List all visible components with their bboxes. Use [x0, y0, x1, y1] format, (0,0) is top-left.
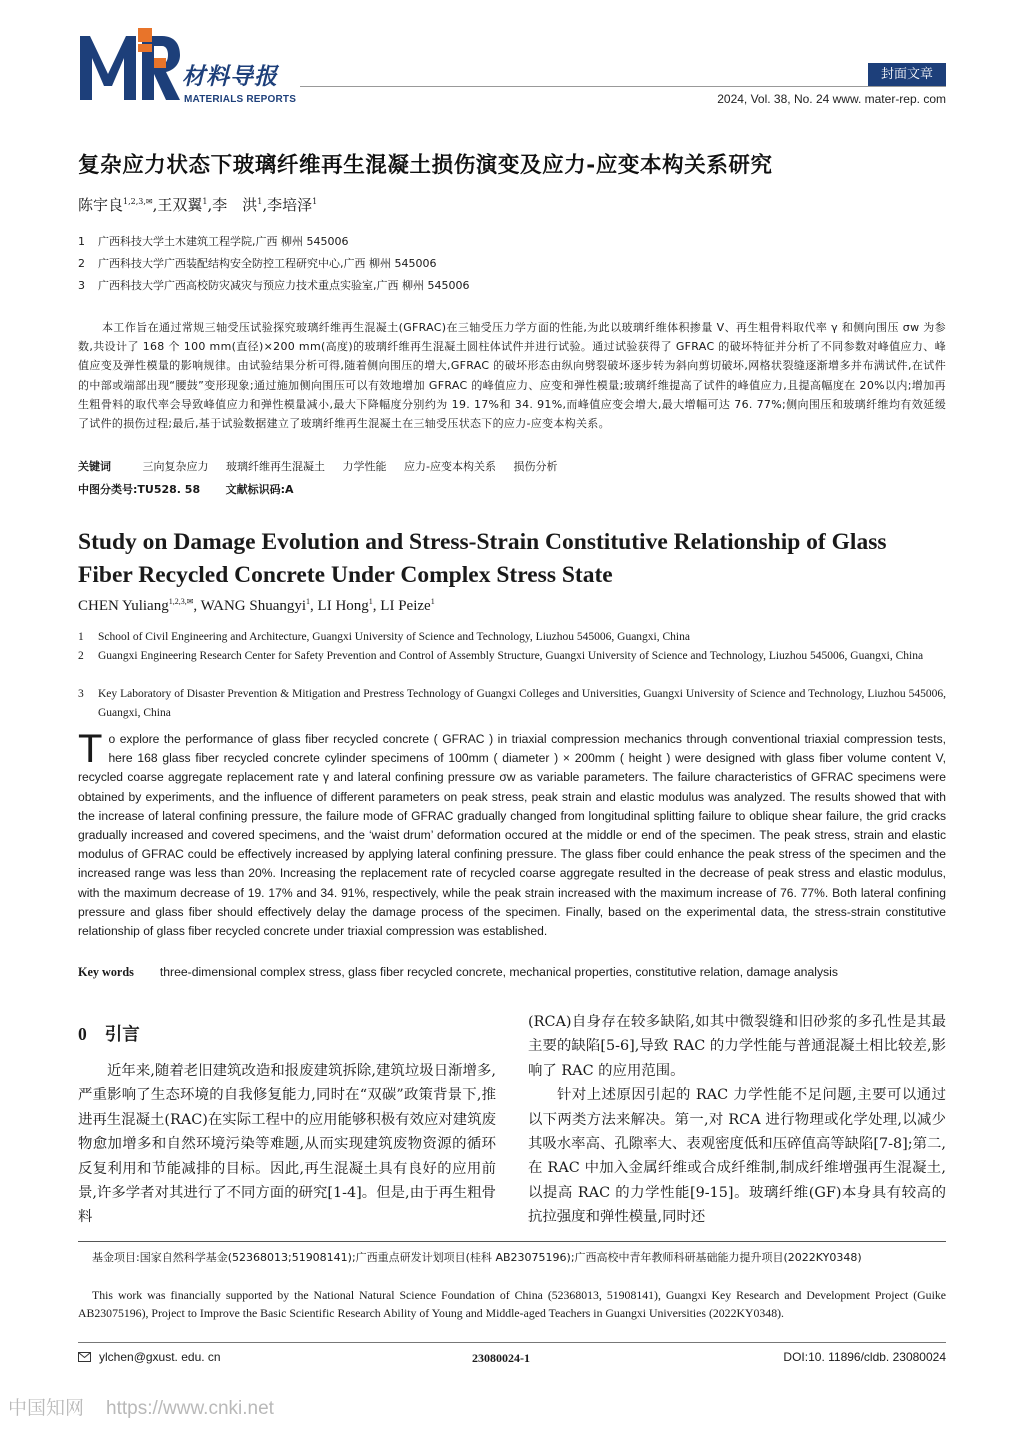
keywords-label: Key words: [78, 965, 134, 979]
author-sup: 1: [312, 197, 318, 206]
author-name: ,李 洪: [207, 196, 258, 214]
abstract-cn: 本工作旨在通过常规三轴受压试验探究玻璃纤维再生混凝土(GFRAC)在三轴受压力学方面的性能,为此以玻璃纤维体积掺量 V、再生粗骨料取代率 γ 和侧向围压 σw 为参数,共设计了 168 个 100 mm(直径)×200 mm(高度)的玻璃纤维再生混凝土圆柱体试件并进行试验。通过试验获得了 GFRAC 的破坏特征并分析了不同参数对峰值应力、峰值应变及弹性模量的影响规律。由试验结果分析可得,随着侧向围压的增大,GFRAC 的破坏形态由纵向劈裂破坏逐步转为斜向剪切破坏,网格状裂缝逐渐增多并布满试件,在试件的中部或端部出现“腰鼓”变形现象;通过施加侧向围压可以有效地增加 GFRAC 的峰值应力、应变和弹性模量;玻璃纤维提高了试件的峰值应力,且提高幅度在 20%以内;增加再生粗骨料的取代率会导致峰值应力和弹性模量减小,最大下降幅度分别约为 19. 17%和 34. 91%,而峰值应变会增大,最大增幅可达 76. 77%;侧向围压和玻璃纤维均有效延缓了试件的损伤过程;最后,基于试验数据建立了玻璃纤维再生混凝土在三轴受压状态下的应力-应变本构关系。: [78, 321, 946, 431]
authors-cn: [78, 194, 317, 215]
keyword: 三向复杂应力: [142, 460, 209, 473]
corresponding-email[interactable]: [78, 1350, 221, 1364]
affiliation-num: 3: [78, 688, 84, 700]
keywords-en: [78, 965, 838, 980]
keyword: 应力-应变本构关系: [404, 460, 496, 473]
envelope-icon: [78, 1352, 91, 1362]
affiliation-text: Guangxi Engineering Research Center for Safety Prevention and Control of Assembly Structure, Guangxi University of Science and Technology, Liuzhou 545006, Guangxi, China: [98, 650, 924, 662]
author-name: 陈宇良: [78, 196, 124, 214]
section-title: 引言: [104, 1025, 140, 1045]
keyword: 力学性能: [342, 460, 387, 473]
affiliation-text: 广西科技大学土木建筑工程学院,广西 柳州 545006: [98, 235, 349, 248]
affiliation-text: 广西科技大学广西高校防灾减灾与预应力技术重点实验室,广西 柳州 545006: [98, 279, 470, 292]
classification-line: [78, 481, 294, 497]
author-sup: 1: [306, 597, 311, 606]
issue-info: 2024, Vol. 38, No. 24 www. mater-rep. com: [717, 92, 946, 106]
affiliation-num: 1: [78, 631, 84, 643]
abstract-dropcap: T: [78, 727, 103, 771]
affiliation-cn: [78, 255, 436, 271]
document-code: 文献标识码:A: [225, 483, 294, 496]
footnote-rule: [78, 1241, 946, 1242]
author-sup: 1: [430, 597, 435, 606]
affiliation-en: [78, 628, 946, 647]
watermark-url: https://www.cnki.net: [106, 1398, 274, 1419]
affiliation-text: School of Civil Engineering and Architecture, Guangxi University of Science and Technology, Liuzhou 545006, Guangxi, China: [98, 631, 690, 643]
classification-code: 中图分类号:TU528. 58: [78, 483, 201, 496]
journal-logo: [78, 28, 308, 108]
author-name: ,王双翼: [152, 196, 203, 214]
page-number: 23080024-1: [472, 1351, 530, 1365]
journal-name-cn: 材料导报: [182, 63, 278, 90]
section-number: 0: [78, 1024, 87, 1044]
body-column-right: [528, 1010, 946, 1230]
author-sup: 1,2,3,✉: [168, 597, 194, 606]
keyword: 玻璃纤维再生混凝土: [226, 460, 325, 473]
body-paragraph: 针对上述原因引起的 RAC 力学性能不足问题,主要可以通过以下两类方法来解决。第一,对 RCA 进行物理或化学处理,以减少其吸水率高、孔隙率大、表观密度低和压碎值高等缺陷[7-8];第二,在 RAC 中加入金属纤维或合成纤维制,制成纤维增强再生混凝土,以提高 RAC 的力学性能[9-15]。玻璃纤维(GF)本身具有较高的抗拉强度和弹性模量,同时还: [528, 1087, 946, 1226]
affiliation-num: 3: [78, 279, 85, 292]
journal-name-en: MATERIALS REPORTS: [184, 94, 297, 105]
body-column-left: 近年来,随着老旧建筑改造和报废建筑拆除,建筑垃圾日渐增多,严重影响了生态环境的自我修复能力,同时在“双碳”政策背景下,推进再生混凝土(RAC)在实际工程中的应用能够积极有效应对建筑废物愈加增多和自然环境污染等难题,从而实现建筑废物资源的循环反复利用和节能减排的目标。因此,再生混凝土具有良好的应用前景,许多学者对其进行了不同方面的研究[1-4]。但是,由于再生粗骨料: [78, 1063, 496, 1226]
abstract-en: [78, 727, 946, 941]
email-address: ylchen@gxust. edu. cn: [99, 1350, 221, 1364]
body-paragraph: (RCA)自身存在较多缺陷,如其中微裂缝和旧砂浆的多孔性是其最主要的缺陷[5-6],导致 RAC 的力学性能与普通混凝土相比较差,影响了 RAC 的应用范围。: [528, 1014, 946, 1079]
keywords-label: 关键词: [78, 460, 111, 473]
keywords-cn: [78, 458, 571, 474]
author-name: , LI Peize: [372, 598, 431, 614]
affiliation-num: 2: [78, 257, 85, 270]
title-cn: 复杂应力状态下玻璃纤维再生混凝土损伤演变及应力-应变本构关系研究: [78, 153, 773, 178]
header-rule: [300, 86, 946, 87]
author-sup: 1: [202, 197, 208, 206]
keywords-en-list: three-dimensional complex stress, glass fiber recycled concrete, mechanical properties, constitutive relation, damage analysis: [159, 965, 838, 979]
author-sup: 1,2,3,✉: [123, 197, 153, 206]
title-en: Study on Damage Evolution and Stress-Strain Constitutive Relationship of Glass Fiber Recycled Concrete Under Complex Stress State: [78, 529, 887, 588]
footer-rule: [78, 1342, 946, 1343]
affiliation-text: 广西科技大学广西装配结构安全防控工程研究中心,广西 柳州 545006: [98, 257, 437, 270]
author-name: ,李培泽: [262, 196, 313, 214]
affiliation-num: 1: [78, 235, 85, 248]
affiliation-cn: [78, 233, 348, 249]
affiliation-en: [78, 685, 946, 723]
doi[interactable]: DOI:10. 11896/cldb. 23080024: [783, 1350, 946, 1364]
author-sup: 1: [257, 197, 263, 206]
cnki-watermark: [8, 1393, 274, 1420]
funding-note-cn: 基金项目:国家自然科学基金(52368013;51908141);广西重点研发计划项目(桂科 AB23075196);广西高校中青年教师科研基础能力提升项目(2022KY0348): [92, 1251, 862, 1264]
keyword: 损伤分析: [513, 460, 558, 473]
authors-en: [78, 598, 435, 615]
watermark-text: 中国知网: [8, 1397, 85, 1419]
affiliation-cn: [78, 277, 469, 293]
author-name: , WANG Shuangyi: [193, 598, 307, 614]
author-name: CHEN Yuliang: [78, 598, 169, 614]
affiliation-text: Key Laboratory of Disaster Prevention & Mitigation and Prestress Technology of Guangxi Colleges and Universities, Guangxi University of Science and Technology, Liuzhou 545006, Guangxi, China: [98, 688, 946, 719]
affiliation-num: 2: [78, 650, 84, 662]
affiliation-en: [78, 647, 946, 666]
section-heading: [78, 1021, 140, 1046]
cover-article-badge: 封面文章: [868, 63, 946, 86]
abstract-en-text: o explore the performance of glass fiber recycled concrete ( GFRAC ) in triaxial compression mechanics through conventional triaxial compression tests, here 168 glass fiber recycled concrete cylinder specimens of 100mm ( diameter ) × 200mm ( height ) were designed with glass fiber volume content V, recycled coarse aggregate replacement rate γ and lateral confining pressure σw as variable parameters. The failure characteristics of GFRAC specimens were obtained by experiments, and the influence of different parameters on peak stress, peak strain and elastic modulus was analyzed. The results showed that with the increase of lateral confining pressure, the failure mode of GFRAC gradually changed from longitudinal splitting failure to oblique shear failure, the grid cracks gradually increased and covered specimens, and the ‘waist drum’ deformation occured at the middle or end of the specimen. The peak stress, strain and elastic modulus of GFRAC could be effectively increased by applying lateral confining pressure. The glass fiber could enhance the peak stress of the specimen and the increased range was less than 20%. Increasing the replacement rate of recycled coarse aggregate resulted in the decrease of peak stress and elastic modulus, with the maximum decrease of 19. 17% and 34. 91%, respectively, while the peak strain increased with the maximum increase of 76. 77%. Both lateral confining pressure and glass fiber should effectively delay the damage process of the specimen. Finally, based on the experimental data, the stress-strain constitutive relationship of glass fiber recycled concrete under triaxial compression was established.: [78, 732, 946, 939]
author-name: , LI Hong: [310, 598, 369, 614]
mr-logo-mark: [78, 28, 182, 108]
funding-note-en: This work was financially supported by the National Natural Science Foundation of China (52368013, 51908141), Guangxi Key Research and Development Project (Guike AB23075196), Project to Improve the Basic Scientific Research Ability of Young and Middle-aged Teachers in Guangxi Universities (2022KY0348).: [78, 1288, 946, 1320]
author-sup: 1: [368, 597, 373, 606]
